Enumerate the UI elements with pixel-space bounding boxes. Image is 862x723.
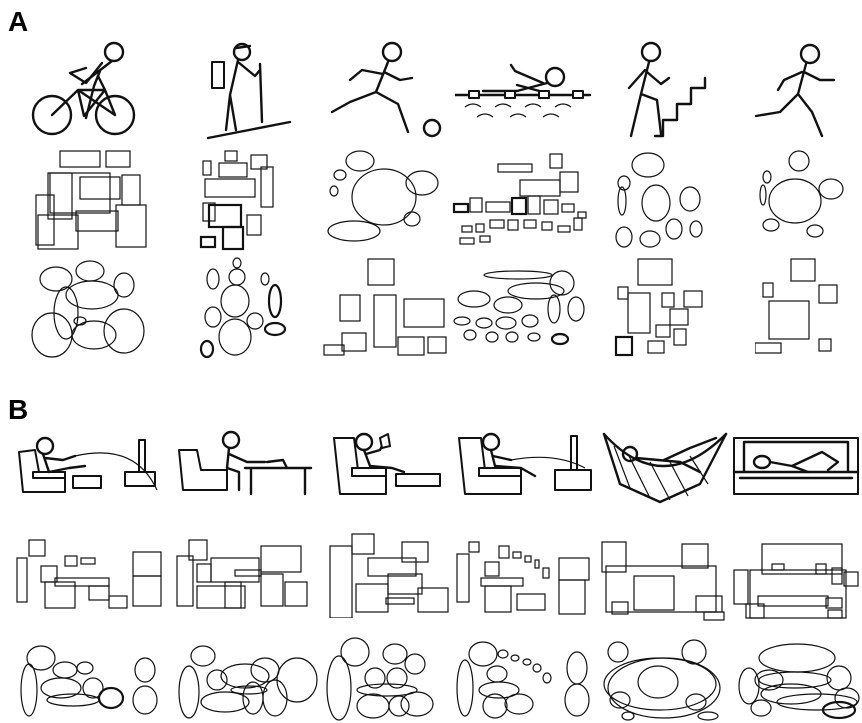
ellipse-cluster-a3 [320, 145, 445, 250]
video-gaming-icon [455, 432, 600, 502]
jogging-icon [750, 40, 845, 140]
soccer-running-icon [320, 40, 445, 140]
ellipse-cluster-a5 [610, 145, 710, 250]
rect-cluster-b1 [15, 538, 165, 618]
ellipse-cluster-b6 [735, 640, 862, 722]
rect-cluster-b4 [455, 538, 595, 618]
ellipse-cluster-a2 [195, 255, 295, 365]
laptop-at-desk-icon [175, 428, 315, 503]
cycling-icon [30, 38, 145, 138]
ellipse-cluster-a4 [450, 265, 595, 355]
ellipse-cluster-a6 [755, 145, 850, 245]
hiking-icon [200, 40, 295, 140]
stair-climbing-icon [615, 40, 715, 140]
ellipse-cluster-a1 [30, 255, 150, 365]
watching-tv-icon [15, 432, 165, 502]
rect-cluster-a5 [610, 255, 710, 360]
ellipse-cluster-b2 [175, 640, 320, 720]
rect-cluster-a2 [195, 145, 290, 255]
rect-cluster-b5 [600, 536, 730, 622]
rect-cluster-b6 [732, 542, 860, 624]
swimming-icon [455, 55, 595, 135]
lying-on-sofa-icon [730, 432, 862, 502]
hammock-resting-icon [600, 428, 730, 508]
ellipse-cluster-b3 [325, 636, 455, 722]
panel-label-a: A [8, 6, 29, 37]
rect-cluster-a6 [755, 255, 850, 360]
ellipse-cluster-b1 [15, 640, 165, 720]
rect-cluster-b2 [175, 538, 315, 618]
rect-cluster-b3 [328, 532, 452, 618]
ellipse-cluster-b5 [598, 636, 728, 722]
panel-label-b: B [8, 394, 29, 425]
rect-cluster-a1 [30, 145, 150, 255]
reading-in-armchair-icon [330, 432, 450, 502]
ellipse-cluster-b4 [455, 638, 595, 722]
rect-cluster-a3 [320, 255, 450, 360]
rect-cluster-a4 [450, 150, 595, 250]
